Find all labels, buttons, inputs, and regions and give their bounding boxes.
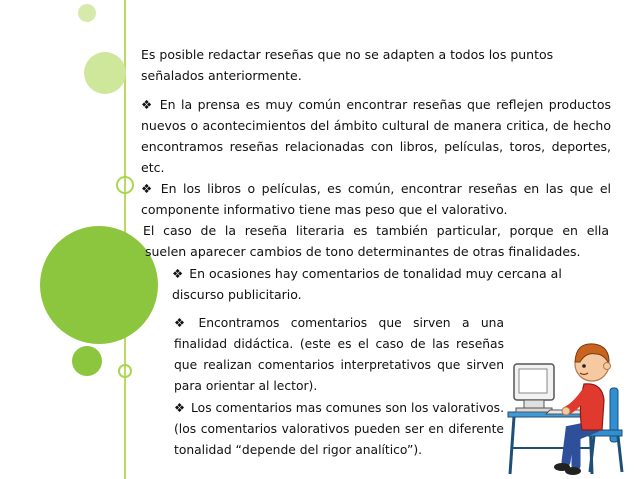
bullet-didactica: ❖ Encontramos comentarios que sirven a una finalidad didáctica. (este es el caso de las reseñas que realizan comentarios interpretativos que sirven para orientar al lector).: [174, 316, 504, 393]
paragraph-resena-literaria-line-1: El caso de la reseña literaria es también particular, porque en ella: [143, 223, 609, 238]
diamond-bullet-icon: ❖: [172, 266, 184, 281]
decor-circle-small-top: [78, 4, 96, 22]
diamond-bullet-icon: ❖: [141, 97, 154, 112]
decor-circle-small-middle: [72, 346, 102, 376]
diamond-bullet-icon: ❖: [174, 401, 186, 415]
diamond-bullet-icon: ❖: [141, 181, 155, 196]
decor-ring-bottom: [118, 364, 132, 378]
diamond-bullet-icon: ❖: [174, 316, 193, 330]
bullet-prensa: ❖ En la prensa es muy común encontrar reseñas que reflejen productos nuevos o acontecimientos del ámbito cultural de manera critica, de hecho encontramos reseñas relacionadas con libros, películas, toros, deportes, etc.: [141, 97, 611, 175]
bullet-publicitario: ❖ En ocasiones hay comentarios de tonalidad muy cercana al discurso publicitario.: [172, 266, 562, 302]
decor-ring-top: [116, 176, 134, 194]
child-at-computer-illustration: [506, 326, 636, 476]
paragraph-resena-literaria-line-2: suelen aparecer cambios de tono determinantes de otras finalidades.: [145, 244, 581, 259]
bullet-valorativos: ❖ Los comentarios mas comunes son los valorativos. (los comentarios valorativos pueden ser en diferente tonalidad “depende del rigor analítico”).: [174, 401, 504, 457]
decor-circle-large: [40, 226, 158, 344]
intro-paragraph: Es posible redactar reseñas que no se adapten a todos los puntos señalados anteriormente.: [141, 47, 554, 83]
bullet-libros-peliculas: ❖ En los libros o películas, es común, encontrar reseñas en las que el componente informativo tiene mas peso que el valorativo.: [141, 181, 611, 217]
decor-circle-medium: [84, 52, 126, 94]
